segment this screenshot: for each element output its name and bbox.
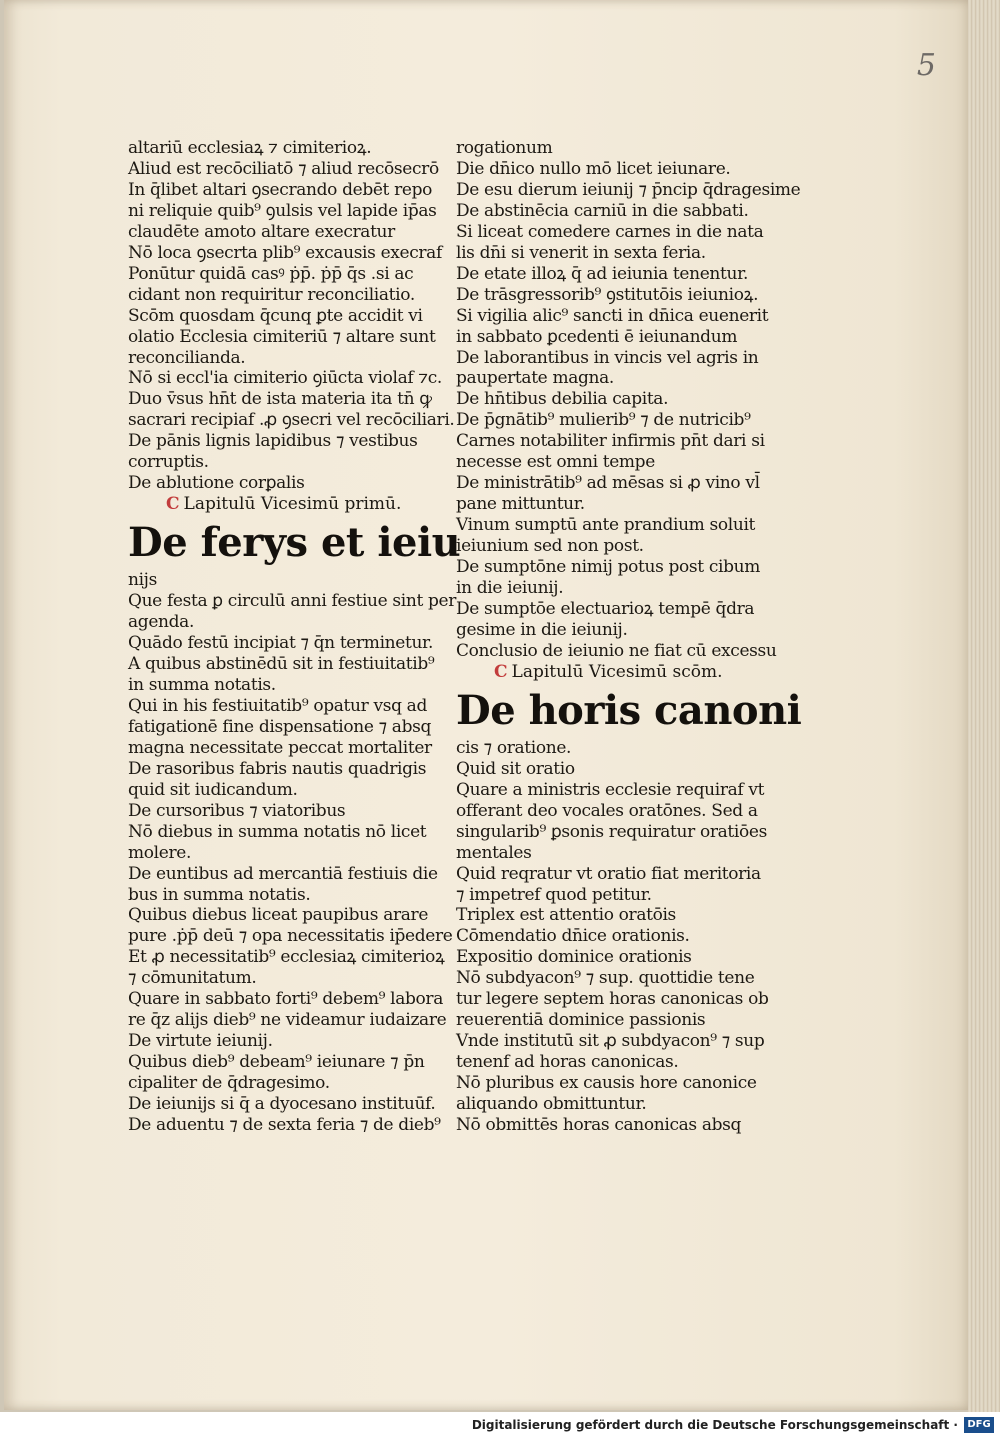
text-line: Scōm quosdam q̄cunq ꝑte accidit vi: [128, 305, 423, 326]
text-line: lis dn̄i si venerit in sexta feria.: [456, 242, 706, 263]
text-line: ⁊ impetref quod petitur.: [456, 884, 652, 905]
text-line: in summa notatis.: [128, 674, 276, 695]
text-line: cis ⁊ oratione.: [456, 737, 572, 758]
text-line: De sumptōe electuarioꝝ tempē q̄dra: [456, 598, 755, 619]
text-line: Vnde institutū sit ꝓ subdyacon⁹ ⁊ sup: [456, 1031, 765, 1052]
text-line: Cōmendatio dn̄ice orationis.: [456, 926, 690, 947]
text-line: tenenf ad horas canonicas.: [456, 1052, 679, 1073]
text-line: De laborantibus in vincis vel agris in: [456, 347, 759, 368]
text-line: Quibus diebus liceat paupibus arare: [128, 905, 429, 926]
text-line: Quibus dieb⁹ debeam⁹ ieiunare ⁊ p̄n: [128, 1052, 425, 1073]
text-line: Quādo festū incipiat ⁊ q̄n terminetur.: [128, 633, 434, 654]
chapter-title: De ferys et ieiu: [128, 519, 461, 567]
text-line: De ministrātib⁹ ad mēsas si ꝓ vino vl̄: [456, 473, 760, 494]
text-line: Triplex est attentio oratōis: [456, 905, 676, 926]
text-line: De euntibus ad mercantiā festiuis die: [128, 863, 438, 884]
text-line: ni reliquie quib⁹ ꝯulsis vel lapide ip̄as: [128, 200, 437, 221]
text-line: singularib⁹ ꝑsonis requiratur oratiōes: [456, 821, 767, 842]
text-line: claudēte amoto altare execratur: [128, 221, 395, 242]
text-line: Qui in his festiuitatib⁹ opatur vsq ad: [128, 695, 427, 716]
text-line: rogationum: [456, 138, 553, 158]
text-line: Ponūtur quidā casꝰ ṗp̄. ṗp̄ q̄s .si ac: [128, 263, 414, 284]
rubric-initial: C: [494, 661, 508, 682]
text-line: molere.: [128, 842, 191, 863]
text-line: ⁊ cōmunitatum.: [128, 968, 257, 989]
text-line: Nō pluribus ex causis hore canonice: [456, 1073, 757, 1094]
text-line: necesse est omni tempe: [456, 452, 655, 473]
text-line: mentales: [456, 842, 532, 863]
text-line: magna necessitate peccat mortaliter: [128, 737, 432, 758]
rubric-initial: C: [166, 494, 180, 515]
text-line: De aduentu ⁊ de sexta feria ⁊ de dieb⁹: [128, 1114, 441, 1135]
rubric-text: Lapitulū Vicesimū primū.: [183, 494, 402, 515]
text-line: De esu dierum ieiunij ⁊ p̄ncip q̄dragesime: [456, 179, 801, 200]
text-line: sacrari recipiaf .ꝓ ꝯsecri vel recōciliari.: [128, 410, 455, 431]
text-line: cidant non requiritur reconciliatio.: [128, 284, 415, 305]
text-line: De virtute ieiunij.: [128, 1031, 273, 1052]
text-line: De ieiunijs si q̄ a dyocesano instituūf.: [128, 1094, 436, 1115]
text-line: Nō diebus in summa notatis nō licet: [128, 821, 427, 842]
text-line: Quare in sabbato forti⁹ debem⁹ labora: [128, 989, 443, 1010]
text-line: A quibus abstinēdū sit in festiuitatib⁹: [128, 654, 435, 675]
text-line: De hn̄tibus debilia capita.: [456, 389, 669, 410]
text-line: in sabbato ꝑcedenti ē ieiunandum: [456, 326, 738, 347]
text-line: offerant deo vocales oratōnes. Sed a: [456, 800, 758, 821]
text-line: corruptis.: [128, 452, 209, 473]
text-line: ieiunium sed non post.: [456, 536, 644, 557]
text-line: reconcilianda.: [128, 347, 246, 368]
text-line: De etate illoꝝ q̄ ad ieiunia tenentur.: [456, 263, 749, 284]
text-line: Conclusio de ieiunio ne fiat cū excessu: [456, 640, 777, 661]
text-line: olatio Ecclesia cimiteriū ⁊ altare sunt: [128, 326, 436, 347]
text-line: Nō loca ꝯsecrta plib⁹ excausis execraf: [128, 242, 442, 263]
chapter-title: De horis canoni: [456, 686, 802, 734]
text-line: Duo v̄sus hn̄t de ista materia ita tn̄ ꝙ: [128, 389, 432, 410]
chapter-rubric: [128, 494, 444, 515]
text-line: Aliud est recōciliatō ⁊ aliud recōsecrō: [128, 158, 439, 179]
text-line: bus in summa notatis.: [128, 884, 311, 905]
text-line: De p̄gnātib⁹ mulierib⁹ ⁊ de nutricib⁹: [456, 410, 751, 431]
left-text-column: [128, 138, 461, 1136]
right-text-column: [456, 138, 802, 1136]
text-line: tur legere septem horas canonicas ob: [456, 989, 769, 1010]
text-line: reuerentiā dominice passionis: [456, 1010, 706, 1031]
text-line: nijs: [128, 570, 157, 591]
footer-bar: [0, 1412, 1000, 1439]
text-line: Vinum sumptū ante prandium soluit: [456, 515, 756, 536]
folio-number: 5: [916, 48, 936, 83]
text-line: Carnes notabiliter infirmis pn̄t dari si: [456, 431, 765, 452]
text-line: Quid reqratur vt oratio fiat meritoria: [456, 863, 761, 884]
text-line: cipaliter de q̄dragesimo.: [128, 1073, 330, 1094]
text-line: paupertate magna.: [456, 368, 614, 389]
text-line: Nō si eccl'ia cimiterio ꝯiūcta violaf ⁊c.: [128, 368, 442, 389]
text-line: quid sit iudicandum.: [128, 779, 298, 800]
text-line: Nō subdyacon⁹ ⁊ sup. quottidie tene: [456, 968, 755, 989]
text-line: De trāsgressorib⁹ ꝯstitutōis ieiunioꝝ.: [456, 284, 759, 305]
text-line: Si liceat comedere carnes in die nata: [456, 221, 764, 242]
text-line: agenda.: [128, 612, 194, 633]
rubric-text: Lapitulū Vicesimū scōm.: [511, 661, 723, 682]
text-line: gesime in die ieiunij.: [456, 619, 628, 640]
text-line: De pānis lignis lapidibus ⁊ vestibus: [128, 431, 418, 452]
text-line: De cursoribus ⁊ viatoribus: [128, 800, 346, 821]
text-line: Quare a ministris ecclesie requiraf vt: [456, 779, 765, 800]
text-line: Expositio dominice orationis: [456, 947, 692, 968]
dfg-logo: DFG: [964, 1417, 994, 1433]
text-line: De rasoribus fabris nautis quadrigis: [128, 758, 427, 779]
page-edge: [968, 0, 1000, 1412]
text-line: altariū ecclesiaꝝ ⁊ cimiterioꝝ.: [128, 138, 372, 158]
text-line: Die dn̄ico nullo mō licet ieiunare.: [456, 158, 731, 179]
footer-credit: Digitalisierung gefördert durch die Deutsche Forschungsgemeinschaft ·: [471, 1418, 958, 1432]
text-line: Quid sit oratio: [456, 758, 575, 779]
text-line: De ablutione corꝑalis: [128, 473, 305, 494]
text-line: pane mittuntur.: [456, 494, 585, 515]
text-line: Et ꝓ necessitatib⁹ ecclesiaꝝ cimiterioꝝ: [128, 947, 445, 968]
text-line: aliquando obmittuntur.: [456, 1094, 647, 1115]
text-line: De sumptōne nimij potus post cibum: [456, 557, 760, 578]
text-line: Nō obmittēs horas canonicas absq: [456, 1114, 742, 1135]
text-line: in die ieiunij.: [456, 578, 564, 599]
text-line: fatigationē fine dispensatione ⁊ absq: [128, 716, 432, 737]
text-line: De abstinēcia carniū in die sabbati.: [456, 200, 749, 221]
text-line: re q̄z alijs dieb⁹ ne videamur iudaizare: [128, 1010, 447, 1031]
text-line: Si vigilia alic⁹ sancti in dn̄ica euenerit: [456, 305, 769, 326]
text-line: Que festa ꝑ circulū anni festiue sint per: [128, 591, 457, 612]
text-line: pure .ṗp̄ deū ⁊ opa necessitatis ip̄edere: [128, 926, 453, 947]
text-line: In q̄libet altari ꝯsecrando debēt repo: [128, 179, 433, 200]
chapter-rubric: [456, 662, 776, 683]
